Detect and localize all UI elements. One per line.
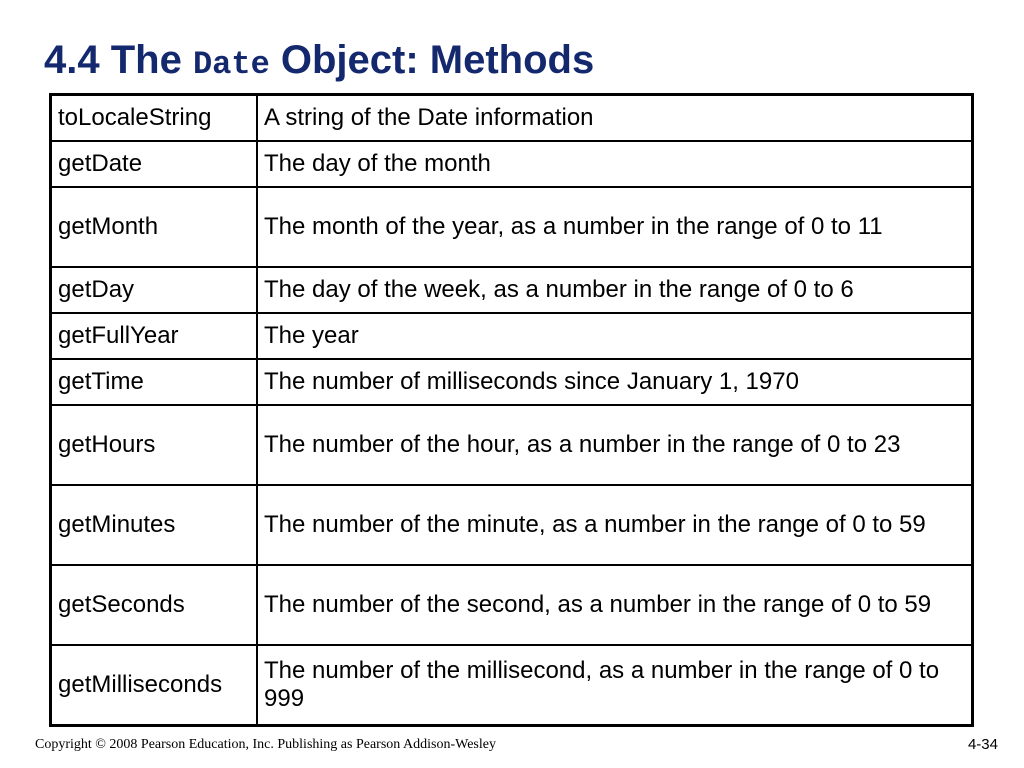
methods-table — [49, 93, 974, 727]
table-row — [51, 405, 973, 485]
method-name: getDay — [51, 267, 258, 313]
slide-title — [44, 30, 594, 95]
table-row — [51, 485, 973, 565]
method-name: toLocaleString — [51, 95, 258, 142]
table-row — [51, 187, 973, 267]
method-name: getHours — [51, 405, 258, 485]
table-row — [51, 95, 973, 142]
table-row — [51, 565, 973, 645]
table-row — [51, 359, 973, 405]
method-name: getSeconds — [51, 565, 258, 645]
method-description: The number of the millisecond, as a number in the range of 0 to 999 — [257, 645, 973, 726]
method-name: getDate — [51, 141, 258, 187]
page-number: 4-34 — [967, 736, 998, 753]
method-description: The year — [257, 313, 973, 359]
method-name: getMonth — [51, 187, 258, 267]
method-description: The number of milliseconds since January 1, 1970 — [257, 359, 973, 405]
method-name: getMilliseconds — [51, 645, 258, 726]
method-name: getTime — [51, 359, 258, 405]
table-row — [51, 645, 973, 726]
method-description: The number of the minute, as a number in the range of 0 to 59 — [257, 485, 973, 565]
copyright-notice: Copyright © 2008 Pearson Education, Inc. Publishing as Pearson Addison-Wesley — [35, 737, 496, 752]
method-description: The number of the second, as a number in the range of 0 to 59 — [257, 565, 973, 645]
method-description: The day of the week, as a number in the range of 0 to 6 — [257, 267, 973, 313]
title-code: Date — [192, 46, 270, 83]
method-description: The day of the month — [257, 141, 973, 187]
method-description: The month of the year, as a number in the range of 0 to 11 — [257, 187, 973, 267]
table-row — [51, 141, 973, 187]
method-name: getFullYear — [51, 313, 258, 359]
method-description: A string of the Date information — [257, 95, 973, 142]
method-description: The number of the hour, as a number in the range of 0 to 23 — [257, 405, 973, 485]
title-prefix: 4.4 The — [44, 38, 193, 82]
table-row — [51, 313, 973, 359]
title-suffix: Object: Methods — [269, 38, 595, 82]
method-name: getMinutes — [51, 485, 258, 565]
table-row — [51, 267, 973, 313]
